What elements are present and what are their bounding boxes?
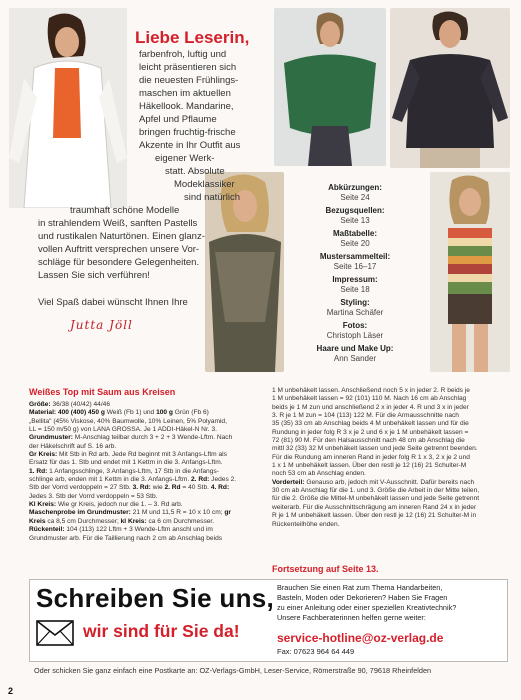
pattern-line: 3. R je 1 M zun = 104 (113) 122 M. Für die Armausschnitte nach: [272, 412, 459, 420]
reference-item: [282, 275, 428, 295]
reference-label: Fotos:: [342, 321, 368, 330]
pattern-line: Rückenteilhöhe enden.: [272, 520, 340, 528]
reference-item: [282, 252, 428, 272]
banner-subheadline: wir sind für Sie da!: [83, 621, 240, 641]
pattern-line: noch 53 cm ab Anschlag enden.: [272, 470, 366, 478]
pattern-line: Gr Kreis: Mit Stb in Rd arb. Jede Rd beginnt mit 3 Anfangs-Lftm als: [29, 451, 227, 459]
postcard-address: Oder schicken Sie ganz einfach eine Postkarte an: OZ-Verlags-GmbH, Leser-Service, Römerstraße 90, 79618 Rheinfelden: [34, 666, 432, 675]
banner-headline: Schreiben Sie uns,: [36, 583, 275, 613]
pattern-line: 35 (35) 33 cm ab Anschlag beids 4 M unbehäkelt lassen und für die: [272, 420, 469, 428]
banner-line: Brauchen Sie einen Rat zum Thema Handarbeiten,: [277, 583, 443, 592]
reference-value: Seite 13: [340, 216, 370, 225]
intro-line: sind natürlich: [184, 192, 240, 203]
pattern-line: Ersatz für das 1. Stb und endet mit 1 Kettm in die 3. Anfangs-Lftm.: [29, 459, 223, 467]
reference-value: Christoph Läser: [326, 331, 384, 340]
reference-item: [282, 206, 428, 226]
intro-line: Häkellook. Mandarine,: [139, 101, 234, 112]
reference-label: Maßtabelle:: [332, 229, 377, 238]
reference-value: Seite 20: [340, 239, 370, 248]
contact-banner: [29, 579, 508, 662]
reference-label: Mustersammelteil:: [319, 252, 391, 261]
intro-title: Liebe Leserin,: [135, 28, 250, 47]
pattern-line: Grundmuster arb. Für die Taillierung nach 2 cm ab Anschlag beids: [29, 534, 223, 542]
pattern-line: 1 x 1 M unbehäkelt lassen. Über den restl je 12 (16) 21 Schulter-M: [272, 462, 467, 470]
reference-item: [282, 183, 428, 203]
intro-line: bringen fruchtig-frische: [139, 127, 236, 138]
banner-line: zu einer Anleitung oder einer speziellen Kreativtechnik?: [277, 603, 457, 612]
intro-line: farbenfroh, luftig und: [139, 49, 227, 60]
pattern-text-right: [272, 387, 512, 529]
pattern-heading: Weißes Top mit Saum aus Kreisen: [29, 387, 176, 397]
photo-dark-top: [390, 8, 510, 168]
intro-line: in strahlendem Weiß, sanften Pastells: [38, 218, 198, 229]
photo-green-poncho: [274, 8, 386, 166]
intro-line: Akzente in Ihr Outfit aus: [139, 140, 241, 151]
pattern-line: 1. Rd: 1 Anfangsschlinge, 3 Anfangs-Lftm, 17 Stb in die Anfangs-: [29, 467, 219, 475]
reference-value: Ann Sander: [333, 354, 377, 363]
reference-label: Styling:: [340, 298, 370, 307]
pattern-line: 1 M unbehäkelt lassen = 92 (101) 110 M. Nach 16 cm ab Anschlag: [272, 395, 467, 403]
pattern-line: weiterarb. Für die Ausschnittschrägung am inneren Rand 24 x in jeder: [272, 503, 477, 511]
pattern-line: LL = 150 m/50 g) von LANA GROSSA. Je 1 ADDI-Häkel-N Nr. 3.: [29, 426, 217, 434]
intro-line: vollen Auftritt versprechen unsere Vor-: [38, 244, 200, 255]
banner-line: Unsere Fachberaterinnen helfen gerne weiter:: [277, 613, 426, 622]
intro-line: maschen im aktuellen: [139, 88, 231, 99]
pattern-line: mittl 32 (33) 32 M unbehäkelt lassen und jede Seite getrennt beenden.: [272, 445, 478, 453]
page-number: 2: [8, 686, 14, 696]
banner-line: Basteln, Moden oder Dekorieren? Haben Sie Fragen: [277, 593, 448, 602]
reference-value: Martina Schäfer: [326, 308, 384, 317]
fax-number: Fax: 07623 964 64 449: [277, 647, 355, 656]
pattern-line: 72 (81) 90 M. Für den Halsausschnitt nach 48 cm ab Anschlag die: [272, 437, 465, 445]
pattern-line: Vorderteil: Genauso arb, jedoch mit V-Ausschnitt. Dafür bereits nach: [272, 478, 475, 486]
reference-label: Bezugsquellen:: [325, 206, 385, 215]
reference-label: Impressum:: [332, 275, 378, 284]
reference-value: Seite 16–17: [333, 262, 377, 271]
hotline-email[interactable]: service-hotline@oz-verlag.de: [277, 631, 444, 645]
reference-item: [282, 344, 428, 364]
intro-line: Apfel und Pflaume: [139, 114, 217, 125]
reference-label: Abkürzungen:: [328, 183, 382, 192]
pattern-line: für die 2. Größe die Mittel-M unbehäkelt lassen und jede Seite getrennt: [272, 495, 480, 503]
envelope-icon: [36, 620, 74, 646]
intro-line: Lassen Sie sich verführen!: [38, 270, 150, 281]
signature: Jutta Jöll: [70, 318, 133, 332]
pattern-line: Kreis ca 8,5 cm Durchmesser; kl Kreis: ca 6 cm Durchmesser.: [29, 517, 215, 525]
pattern-line: Jedes 3. Stb der Vorrd verdoppeln = 53 Stb.: [29, 492, 158, 500]
pattern-line: 30 cm ab Anschlag für die 1. und 3. Größe die Arbeit in der Mitte teilen,: [272, 487, 480, 495]
pattern-line: Stb der Vorrd verdoppeln = 27 Stb. 3. Rd: wie 2. Rd = 40 Stb. 4. Rd:: [29, 484, 230, 492]
pattern-line: Größe: 36/38 (40/42) 44/46: [29, 401, 111, 408]
intro-line: und rustikalen Naturtönen. Einen glanz-: [38, 231, 205, 242]
pattern-line: schlinge arb, enden mit 1 Kettm in die 3. Anfangs-Lftm. 2. Rd: Jedes 2.: [29, 476, 237, 484]
intro-line: schläge für besondere Gelegenheiten.: [38, 257, 200, 268]
reference-label: Haare und Make Up:: [316, 344, 394, 353]
reference-value: Seite 18: [340, 285, 370, 294]
pattern-line: 1 M unbehäkelt lassen. Anschließend noch 5 x in jeder 2. R beids je: [272, 387, 470, 394]
intro-line: Viel Spaß dabei wünscht Ihnen Ihre: [38, 297, 188, 308]
pattern-line: Material: 400 (400) 450 g Weiß (Fb 1) und 100 g Grün (Fb 6): [29, 409, 209, 417]
photo-striped-top: [430, 172, 510, 372]
reference-item: [282, 321, 428, 341]
intro-line: die neuesten Frühlings-: [139, 75, 239, 86]
photo-white-cardigan: [9, 8, 127, 208]
pattern-line: Grundmuster: M-Anschlag teilbar durch 3 + 2 + 3 Wende-Lftm. Nach: [29, 434, 233, 442]
intro-line: traumhaft schöne Modelle: [70, 205, 180, 216]
pattern-line: Kl Kreis: Wie gr Kreis, jedoch nur die 1. – 3. Rd arb.: [29, 501, 183, 509]
pattern-text-left: [29, 401, 269, 543]
intro-line: leicht präsentieren sich: [139, 62, 237, 73]
intro-line: statt. Absolute: [165, 166, 225, 177]
reference-item: [282, 298, 428, 318]
pattern-line: Rückenteil: 104 (113) 122 Lftm + 3 Wende-Lftm anschl und im: [29, 526, 213, 534]
pattern-line: Rundung in jeder folg R 3 x je 2 und 6 x je 1 M unbehäkelt lassen =: [272, 428, 469, 436]
pattern-line: Maschenprobe im Grundmuster: 21 M und 11,5 R = 10 x 10 cm; gr: [29, 509, 231, 517]
pattern-line: „Bellita" (45% Viskose, 40% Baumwolle, 10% Leinen, 5% Polyamid,: [29, 417, 227, 425]
intro-line: Modeklassiker: [174, 179, 235, 190]
intro-line: eigener Werk-: [155, 153, 215, 164]
pattern-line: R je 1 M unbehäkelt lassen. Über den restl je 12 (16) 21 Schulter-M in: [272, 512, 477, 520]
pattern-line: Für die Rundung am inneren Rand in jeder folg R 1 x 3, 2 x je 2 und: [272, 453, 470, 461]
pattern-line: der Häkelschrift auf S. 16 arb.: [29, 442, 117, 450]
pattern-line: beids je 1 M zun und anschließend 2 x in jeder 4. R und 3 x in jeder: [272, 403, 469, 411]
reference-item: [282, 229, 428, 249]
continued-note: Fortsetzung auf Seite 13.: [272, 564, 379, 574]
reference-value: Seite 24: [340, 193, 370, 202]
